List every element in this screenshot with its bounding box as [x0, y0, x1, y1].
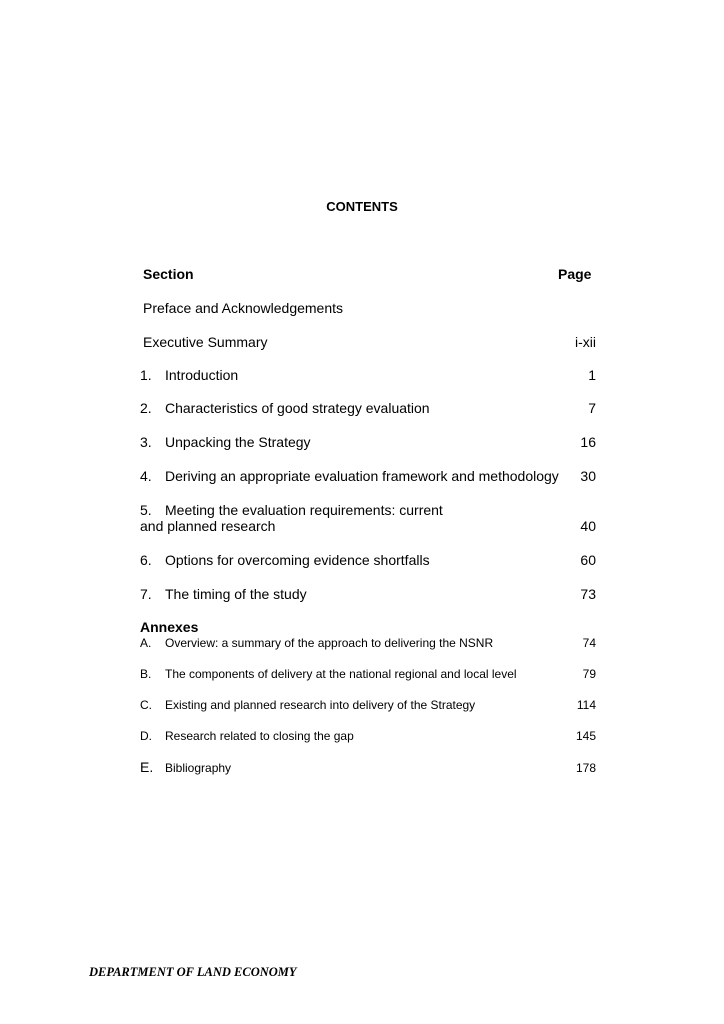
annex-entry-overview: Overview: a summary of the approach to delivering the NSNR — [165, 636, 494, 650]
toc-page-number: 40 — [580, 518, 596, 534]
annex-page-number: 79 — [582, 667, 596, 681]
toc-entry-unpacking: Unpacking the Strategy — [165, 434, 311, 450]
toc-page-number: 1 — [588, 367, 596, 383]
toc-entry-characteristics: Characteristics of good strategy evaluation — [165, 400, 430, 416]
annex-letter: B. — [140, 667, 152, 681]
toc-entry-requirements-line1: Meeting the evaluation requirements: current — [165, 502, 443, 518]
annex-entry-existing-research: Existing and planned research into delivery of the Strategy — [165, 698, 476, 712]
annex-entry-closing-gap: Research related to closing the gap — [165, 729, 354, 743]
toc-page-number: 30 — [580, 468, 596, 484]
toc-entry-number: 1. — [140, 367, 152, 383]
page-column-header: Page — [558, 266, 592, 282]
toc-entry-introduction: Introduction — [165, 367, 239, 383]
toc-entry-number: 6. — [140, 552, 152, 568]
footer-department: DEPARTMENT OF LAND ECONOMY — [89, 965, 297, 979]
toc-entry-executive-summary: Executive Summary — [143, 334, 268, 350]
page-title: CONTENTS — [326, 199, 398, 214]
toc-entry-options: Options for overcoming evidence shortfalls — [165, 552, 430, 568]
annex-letter: C. — [140, 698, 152, 712]
toc-entry-number: 5. — [140, 502, 152, 518]
toc-entry-number: 4. — [140, 468, 152, 484]
annex-entry-bibliography: Bibliography — [165, 761, 232, 775]
annex-letter: D. — [140, 729, 152, 743]
annex-letter: A. — [140, 636, 152, 650]
annex-page-number: 74 — [582, 636, 596, 650]
toc-entry-timing: The timing of the study — [165, 586, 307, 602]
section-column-header: Section — [143, 266, 194, 282]
annex-page-number: 145 — [575, 729, 596, 743]
annex-letter: E. — [140, 759, 154, 775]
toc-page-number: 7 — [588, 400, 596, 416]
toc-entry-framework: Deriving an appropriate evaluation framework and methodology — [165, 468, 559, 484]
annex-page-number: 114 — [576, 698, 596, 712]
toc-entry-number: 3. — [140, 434, 152, 450]
toc-page-number: 60 — [580, 552, 596, 568]
toc-page-number: i-xii — [575, 334, 596, 350]
toc-entry-requirements-line2: and planned research — [140, 518, 276, 534]
annex-entry-components: The components of delivery at the national regional and local level — [165, 667, 517, 681]
toc-entry-number: 7. — [140, 586, 152, 602]
toc-page-number: 16 — [580, 434, 596, 450]
toc-entry-number: 2. — [140, 400, 152, 416]
annexes-heading: Annexes — [140, 619, 199, 635]
toc-entry-preface: Preface and Acknowledgements — [143, 300, 344, 316]
annex-page-number: 178 — [575, 761, 596, 775]
toc-page-number: 73 — [580, 586, 596, 602]
